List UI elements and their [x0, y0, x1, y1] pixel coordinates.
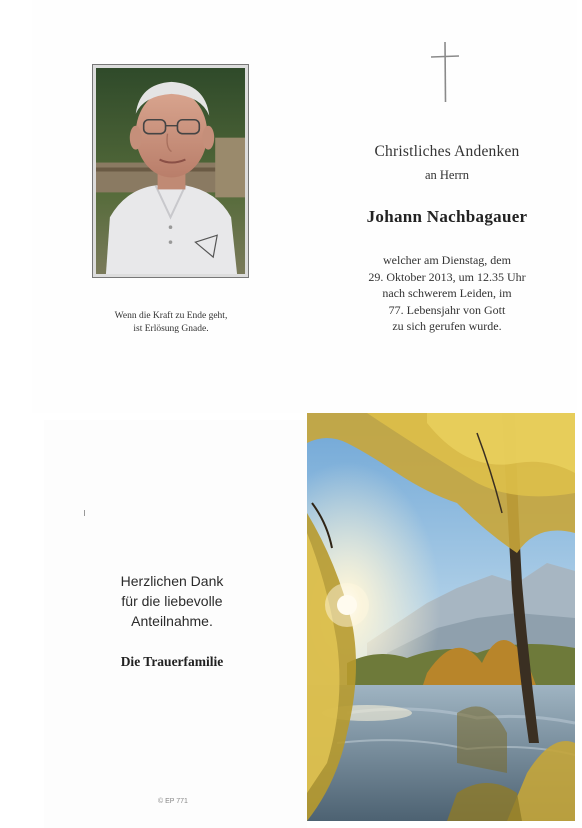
details-line: 77. Lebensjahr von Gott: [388, 302, 506, 317]
portrait-illustration: [96, 68, 245, 274]
portrait-photo: [92, 64, 249, 278]
details-line: zu sich gerufen wurde.: [392, 319, 502, 333]
details-line: 29. Oktober 2013, um 12.35 Uhr: [368, 269, 526, 284]
quote-line-1: Wenn die Kraft zu Ende geht,: [114, 311, 228, 321]
memorial-quote: [92, 310, 250, 336]
death-details: [322, 252, 572, 335]
quote-line-2: ist Erlösung Gnade.: [133, 324, 209, 334]
thanks-line: Herzlichen Dank: [120, 573, 224, 589]
latin-cross-icon: [429, 40, 461, 104]
thanks-line: für die liebevolle: [121, 593, 223, 609]
memorial-heading: Christliches Andenken: [374, 143, 520, 160]
deceased-name: Johann Nachbagauer: [366, 207, 528, 226]
thanks-message: [92, 571, 252, 631]
autumn-lake-image: [307, 413, 575, 821]
thanks-line: Anteilnahme.: [131, 613, 213, 629]
family-signature: Die Trauerfamilie: [120, 654, 224, 669]
print-code: © EP 771: [158, 798, 188, 805]
salutation: an Herrn: [424, 168, 470, 182]
details-line: nach schwerem Leiden, im: [382, 286, 512, 300]
paper-speck: [84, 510, 85, 516]
details-line: welcher am Dienstag, dem: [383, 253, 511, 267]
